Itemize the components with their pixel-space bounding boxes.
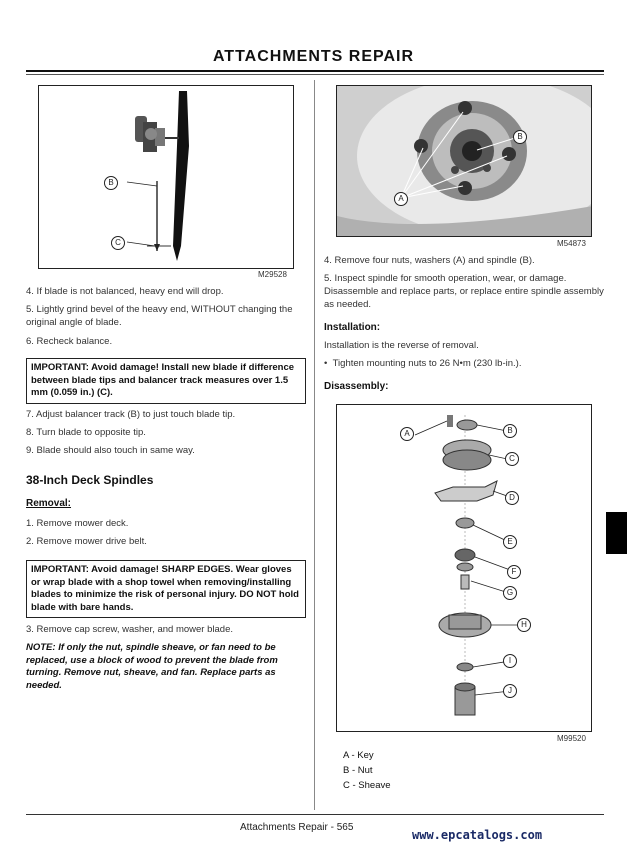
step-7-left: 7. Adjust balancer track (B) to just touch blade tip. [26,409,236,420]
callout-b: B [104,176,118,190]
callout-a: A [394,192,408,206]
spindle-mount-photo [337,86,592,237]
important-notice-1: IMPORTANT: Avoid damage! Install new blade if difference between blade tips and balancer track measures over 1.5 mm (0.059 in.) (C). [26,358,306,404]
column-divider [314,80,315,810]
step-5-right: 5. Inspect spindle for smooth operation, wear, or damage. Disassemble and replace parts, or replace entire spindle assembly as needed. [324,273,604,310]
figure-id: M99520 [557,734,586,743]
legend-item: A - Key [343,750,374,761]
callout-d: D [505,491,519,505]
page-footer: Attachments Repair - 565 [240,822,354,833]
spindle-exploded-view [337,405,592,732]
page-title: ATTACHMENTS REPAIR [212,48,415,65]
figure-id: M29528 [258,270,287,279]
legend [343,748,391,793]
footer-rule [26,814,604,815]
blade-balance-figure [38,85,294,269]
header-rule [26,70,604,72]
step-8-left: 8. Turn blade to opposite tip. [26,427,146,438]
callout-h: H [517,618,531,632]
watermark: www.epcatalogs.com [412,828,543,842]
removal-step-3: 3. Remove cap screw, washer, and mower blade. [26,624,233,635]
callout-j: J [503,684,517,698]
callout-i: I [503,654,517,668]
bullet-marker: • [324,358,333,369]
step-9-left: 9. Blade should also touch in same way. [26,445,195,456]
installation-label: Installation: [324,322,381,333]
step-4-right: 4. Remove four nuts, washers (A) and spindle (B). [324,255,535,266]
figure-id: M54873 [557,239,586,248]
callout-e: E [503,535,517,549]
spindle-exploded-figure [336,404,592,732]
step-5-left: 5. Lightly grind bevel of the heavy end, WITHOUT changing the original angle of blade. [26,304,293,328]
callout-b: B [513,130,527,144]
spindle-photo-figure [336,85,592,237]
torque-bullet [324,357,604,370]
callout-a: A [400,427,414,441]
callout-b: B [503,424,517,438]
step-6-left: 6. Recheck balance. [26,336,113,347]
bullet-text: Tighten mounting nuts to 26 N•m (230 lb-in.). [332,358,522,369]
legend-item: B - Nut [343,765,373,776]
removal-step-2: 2. Remove mower drive belt. [26,536,147,547]
removal-label: Removal: [26,498,72,509]
important-notice-2: IMPORTANT: Avoid damage! SHARP EDGES. Wear gloves or wrap blade with a shop towel when removing/installing blades to minimize the risk of personal injury. DO NOT hold blade with bare hands. [26,560,306,618]
installation-text: Installation is the reverse of removal. [324,340,479,351]
legend-item: C - Sheave [343,780,391,791]
removal-step-1: 1. Remove mower deck. [26,518,129,529]
callout-g: G [503,586,517,600]
step-4-left: 4. If blade is not balanced, heavy end will drop. [26,286,224,297]
callout-c: C [505,452,519,466]
callout-f: F [507,565,521,579]
callout-c: C [111,236,125,250]
header-rule-thin [26,74,604,75]
blade-balancer-illustration [39,86,294,269]
disassembly-label: Disassembly: [324,381,389,392]
section-heading: 38-Inch Deck Spindles [26,473,154,487]
section-tab [606,512,627,554]
note-text: NOTE: If only the nut, spindle sheave, or fan need to be replaced, use a block of wood to prevent the blade from turning. Remove nut, sheave, and fan. Replace parts as needed. [26,642,278,691]
